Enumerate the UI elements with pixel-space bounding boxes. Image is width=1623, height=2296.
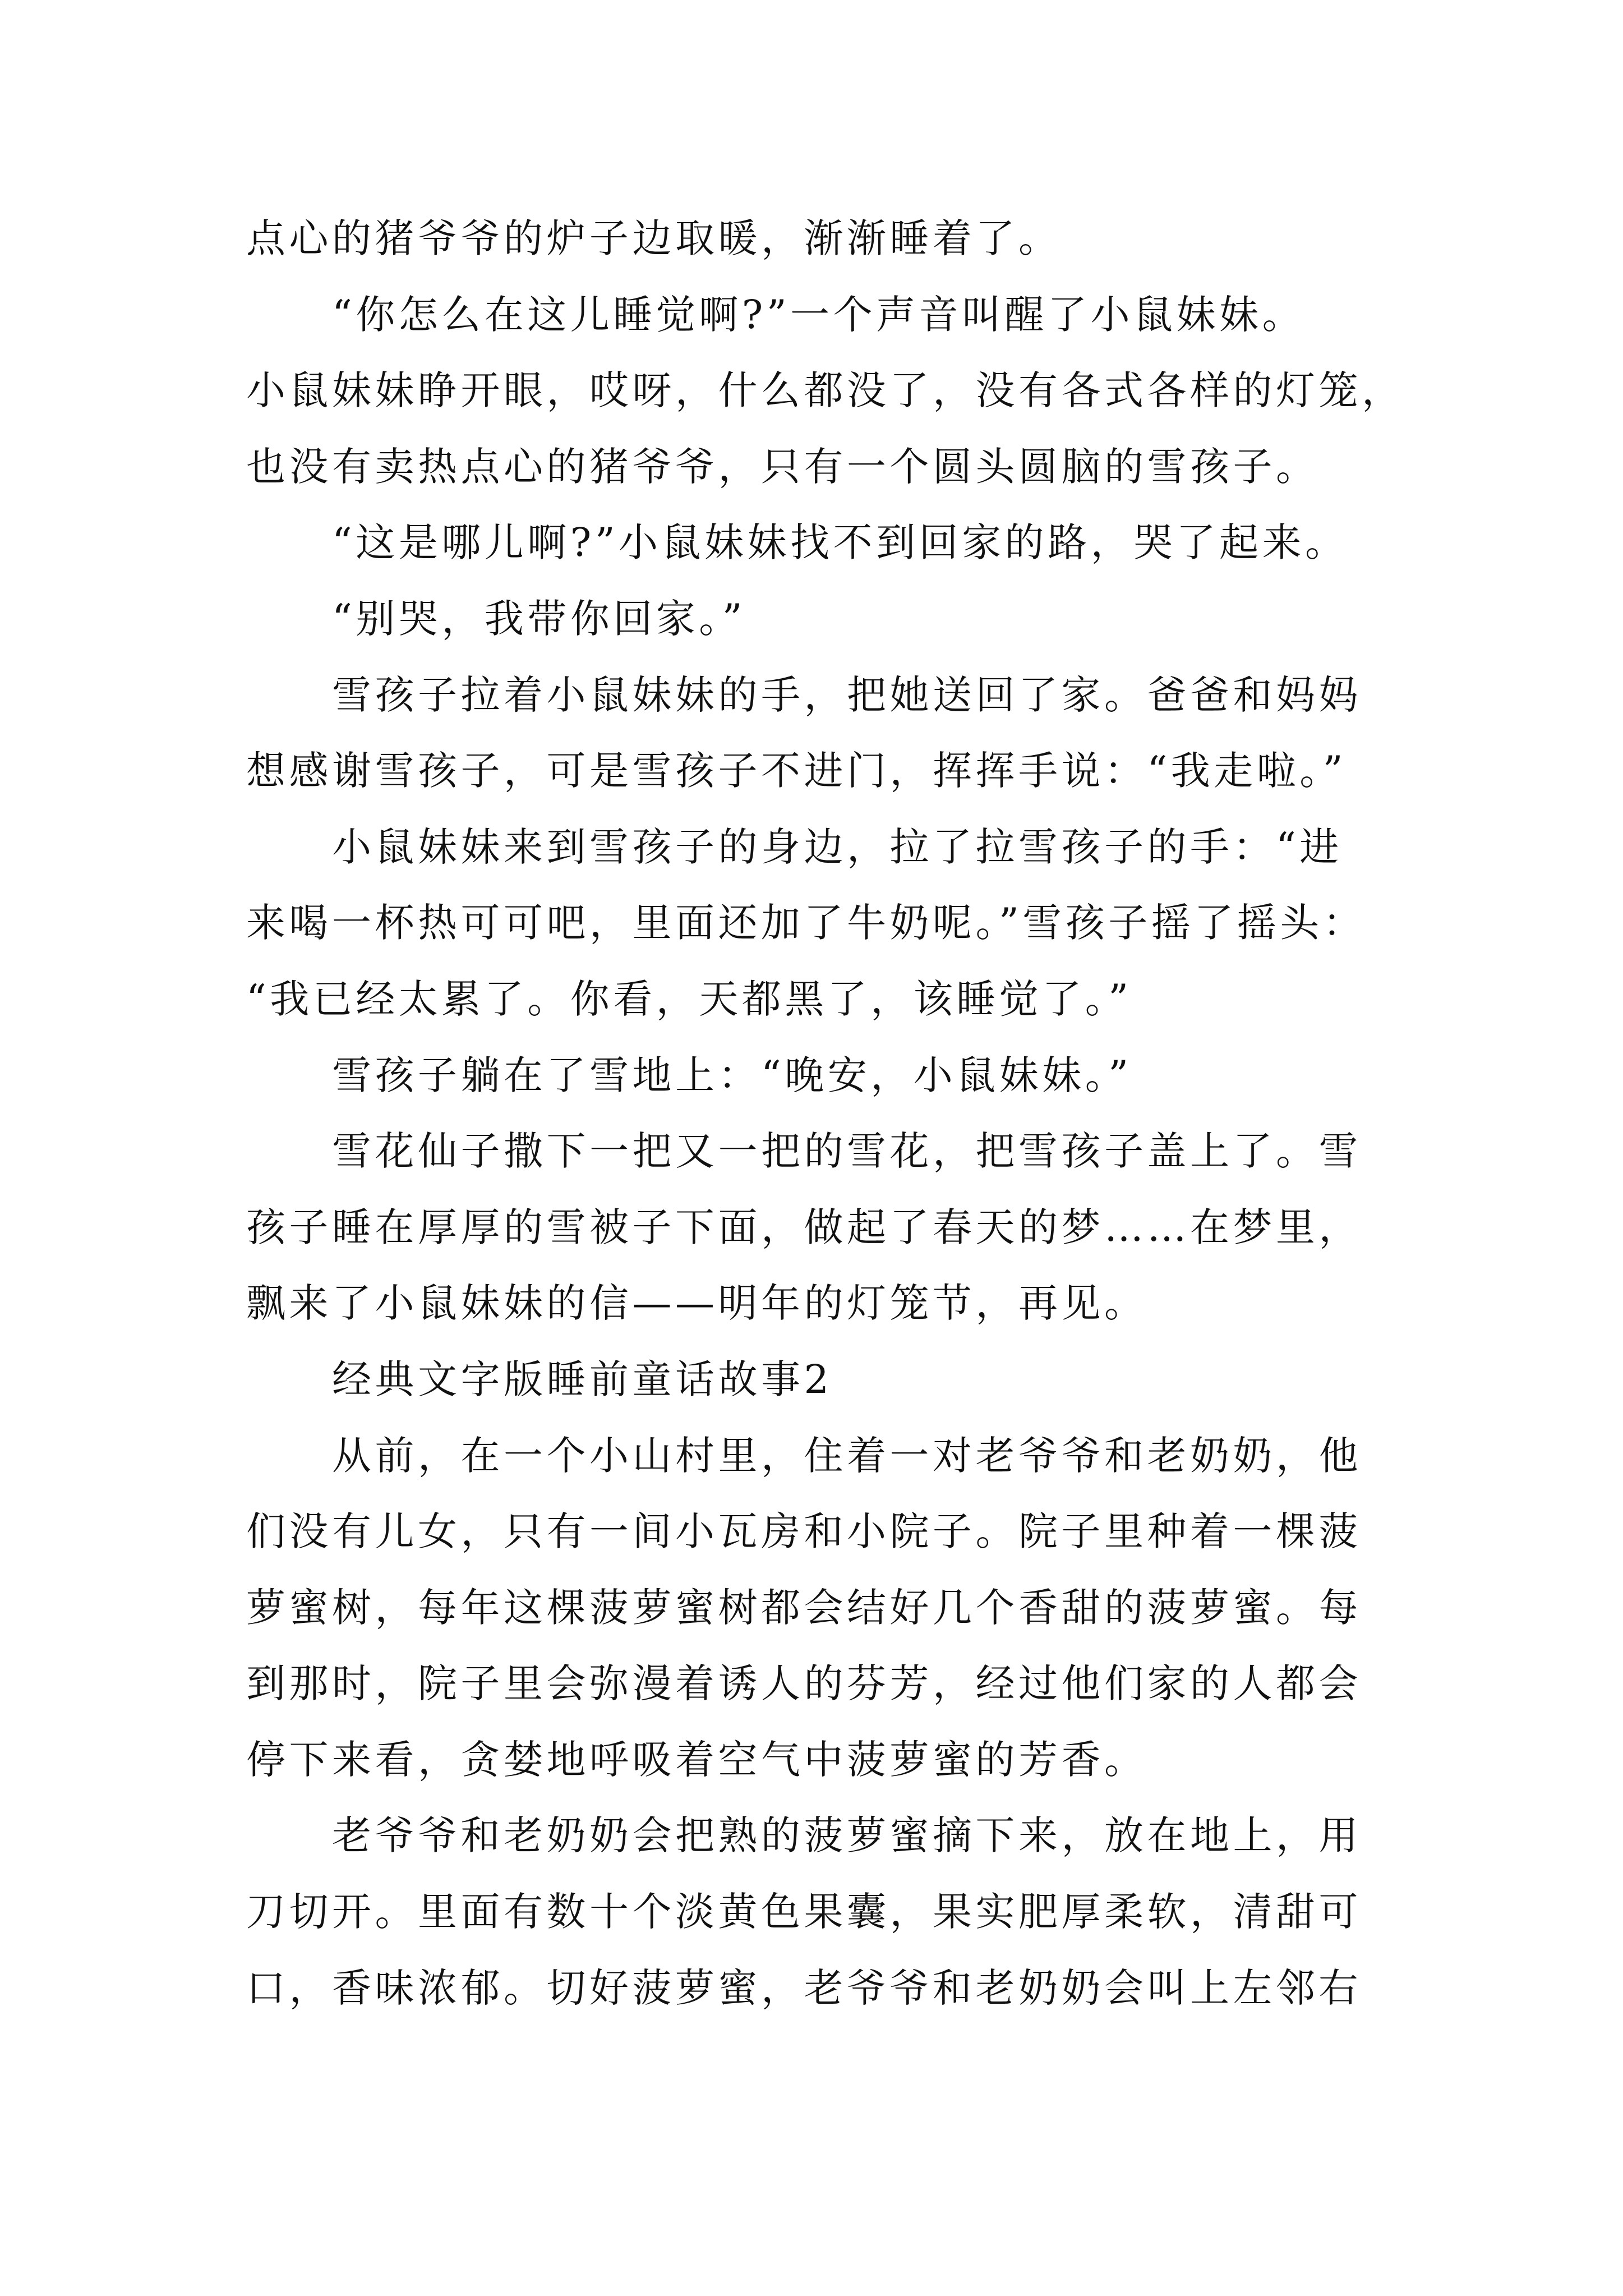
text-line: 点心的猪爷爷的炉子边取暖，渐渐睡着了。 — [246, 215, 1062, 261]
heading-line: 经典文字版睡前童话故事2 — [332, 1356, 833, 1402]
text-line: “别哭，我带你回家。” — [332, 595, 746, 642]
text-line: 老爷爷和老奶奶会把熟的菠萝蜜摘下来，放在地上，用 — [332, 1812, 1362, 1859]
text-line: 停下来看，贪婪地呼吸着空气中菠萝蜜的芳香。 — [246, 1736, 1147, 1783]
text-line: 小鼠妹妹来到雪孩子的身边，拉了拉雪孩子的手：“进 — [332, 823, 1343, 870]
paragraph — [246, 1798, 1424, 2026]
text-line: 雪孩子拉着小鼠妹妹的手，把她送回了家。爸爸和妈妈 — [332, 671, 1362, 718]
paragraph — [246, 1114, 1424, 1342]
text-line: 飘来了小鼠妹妹的信——明年的灯笼节，再见。 — [246, 1280, 1147, 1327]
text-line: “这是哪儿啊?”小鼠妹妹找不到回家的路，哭了起来。 — [332, 519, 1348, 566]
text-line: 想感谢雪孩子，可是雪孩子不进门，挥挥手说：“我走啦。” — [246, 748, 1347, 794]
paragraph — [246, 201, 1424, 277]
text-line: 从前，在一个小山村里，住着一对老爷爷和老奶奶，他 — [332, 1432, 1362, 1479]
paragraph — [246, 657, 1424, 809]
paragraph — [246, 277, 1424, 505]
text-line: 们没有儿女，只有一间小瓦房和小院子。院子里种着一棵菠 — [246, 1508, 1362, 1555]
text-line: 萝蜜树，每年这棵菠萝蜜树都会结好几个香甜的菠萝蜜。每 — [246, 1584, 1362, 1631]
text-line: 到那时，院子里会弥漫着诱人的芬芳，经过他们家的人都会 — [246, 1660, 1362, 1707]
text-line: 雪花仙子撒下一把又一把的雪花，把雪孩子盖上了。雪 — [332, 1128, 1362, 1175]
paragraph — [246, 1038, 1424, 1114]
paragraph — [246, 809, 1424, 1038]
text-line: 小鼠妹妹睁开眼，哎呀，什么都没了，没有各式各样的灯笼， — [246, 367, 1405, 414]
text-line: 刀切开。里面有数十个淡黄色果囊，果实肥厚柔软，清甜可 — [246, 1889, 1362, 1935]
text-line: “我已经太累了。你看，天都黑了，该睡觉了。” — [246, 976, 1132, 1022]
text-line: 孩子睡在厚厚的雪被子下面，做起了春天的梦……在梦里， — [246, 1204, 1362, 1250]
text-line: “你怎么在这儿睡觉啊?”一个声音叫醒了小鼠妹妹。 — [332, 291, 1306, 338]
paragraph — [246, 505, 1424, 581]
paragraph — [246, 1418, 1424, 1798]
paragraph — [246, 581, 1424, 657]
text-line: 来喝一杯热可可吧，里面还加了牛奶呢。”雪孩子摇了摇头： — [246, 900, 1366, 946]
text-line: 也没有卖热点心的猪爷爷，只有一个圆头圆脑的雪孩子。 — [246, 443, 1319, 490]
text-line: 口，香味浓郁。切好菠萝蜜，老爷爷和老奶奶会叫上左邻右 — [246, 1964, 1362, 2011]
body-text — [246, 201, 1424, 2026]
section-heading — [246, 1342, 1424, 1418]
text-line: 雪孩子躺在了雪地上：“晚安，小鼠妹妹。” — [332, 1052, 1132, 1098]
